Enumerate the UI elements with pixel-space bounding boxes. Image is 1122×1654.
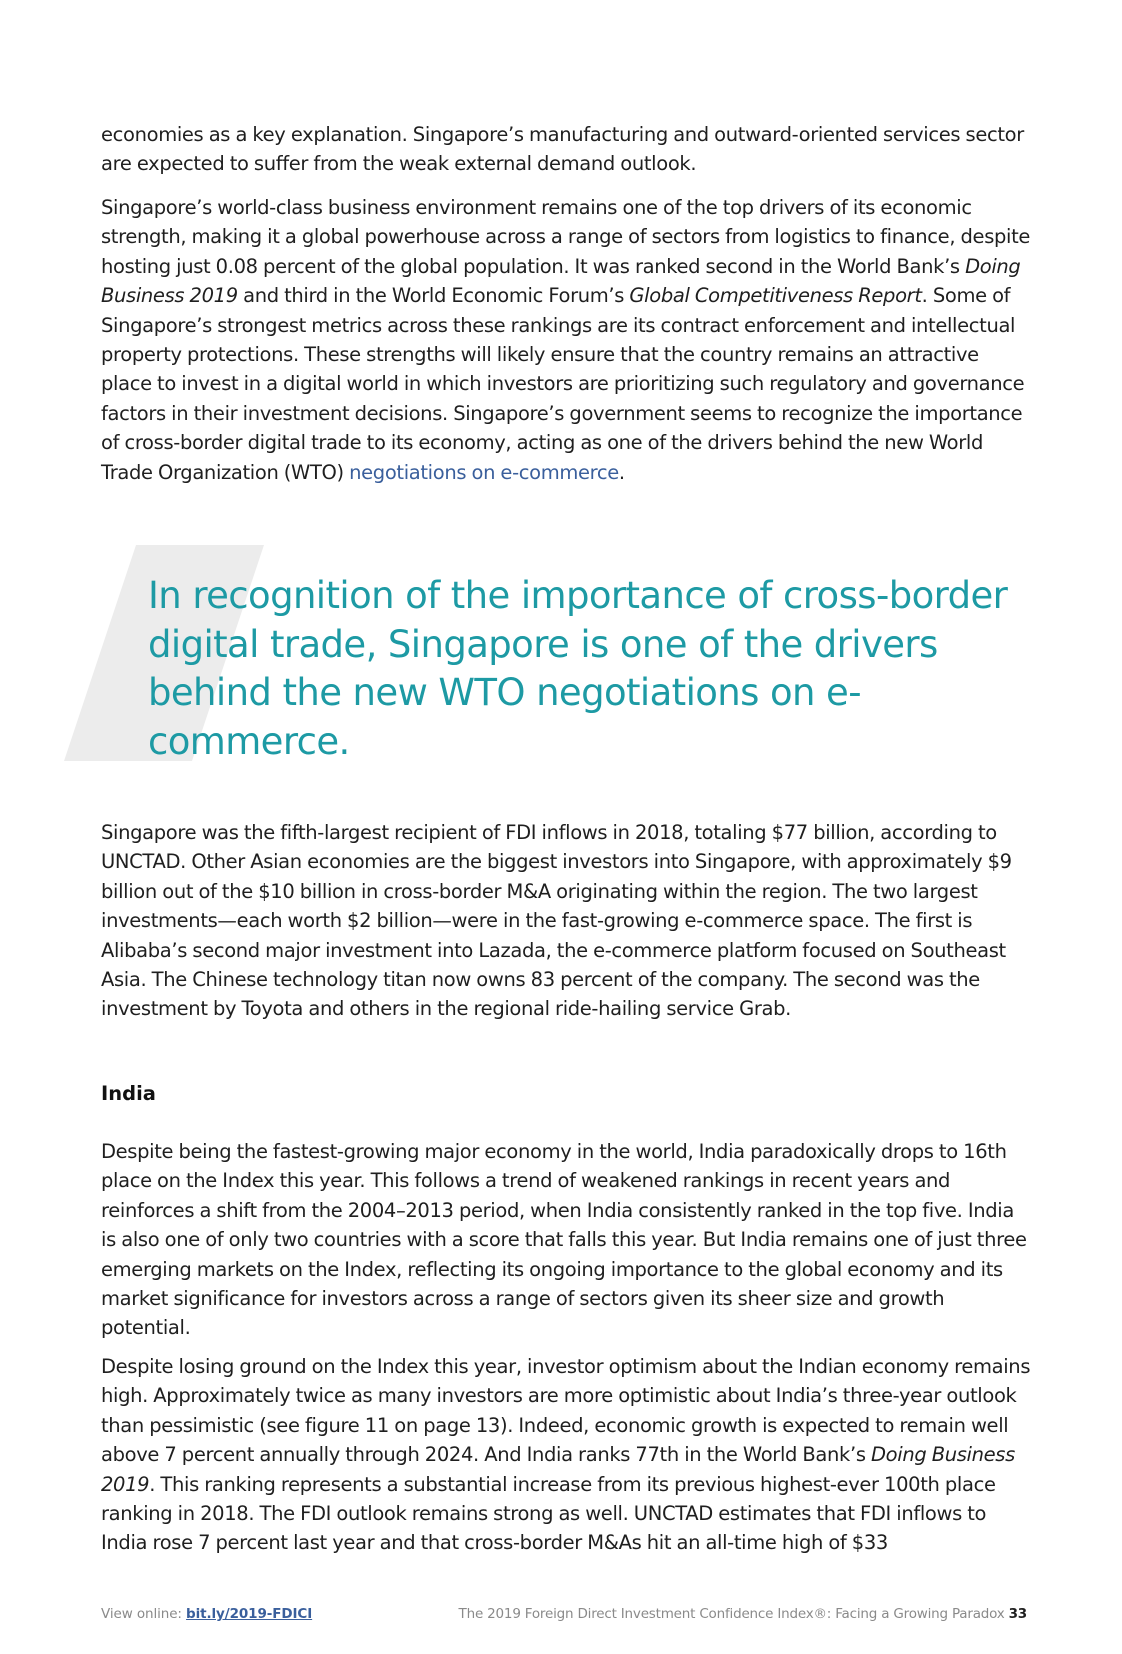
paragraph-text: . This ranking represents a substantial increase from its previous highest-ever 100th place ranking in 2018. The FDI outlook remains strong as well. UNCTAD estimates that FDI inflows to India rose 7 percent last year and that cross-border M&As hit an all-time high of $33	[101, 1472, 996, 1555]
publication-title-global-competitiveness: Global Competitiveness Report	[629, 284, 922, 308]
paragraph-text: .	[618, 460, 625, 484]
wto-ecommerce-link[interactable]: negotiations on e-commerce	[349, 460, 619, 484]
body-paragraph-2	[101, 193, 1031, 487]
view-online-label: View online:	[101, 1606, 187, 1622]
report-title: The 2019 Foreign Direct Investment Confidence Index®: Facing a Growing Paradox	[458, 1606, 1005, 1622]
body-paragraph-5	[101, 1352, 1031, 1558]
footer-view-online	[101, 1606, 312, 1622]
publication-title-doing-business: Doing Business 2019	[101, 254, 1021, 308]
paragraph-text: . Some of Singapore’s strongest metrics across these rankings are its contract enforcement and intellectual property protections. These strengths will likely ensure that the country remains an attractive place to invest in a digital world in which investors are prioritizing such regulatory and governance factors in their investment decisions. Singapore’s government seems to recognize the importance of cross-border digital trade to its economy, acting as one of the drivers behind the new World Trade Organization (WTO)	[101, 284, 1025, 484]
publication-title-doing-business: Doing Business 2019	[101, 1443, 1015, 1496]
view-online-link[interactable]: bit.ly/2019-FDICI	[186, 1606, 313, 1622]
paragraph-text: Singapore’s world-class business environment remains one of the top drivers of its economic strength, making it a global powerhouse across a range of sectors from logistics to finance, despite hosting just 0.08 percent of the global population. It was ranked second in the World Bank’s	[101, 196, 1031, 278]
section-heading-india: India	[101, 1082, 156, 1105]
body-paragraph-4: Despite being the fastest-growing major economy in the world, India paradoxically drops to 16th place on the Index this year. This follows a trend of weakened rankings in recent years and reinforces a shift from the 2004–2013 period, when India consistently ranked in the top five. India is also one of only two countries with a score that falls this year. But India remains one of just three emerging markets on the Index, reflecting its ongoing importance to the global economy and its market significance for investors across a range of sectors given its sheer size and growth potential.	[101, 1140, 1027, 1340]
pull-quote: In recognition of the importance of cross-border digital trade, Singapore is one of the drivers behind the new WTO negotiations on e-commerce.	[148, 574, 1008, 763]
paragraph-text: and third in the World Economic Forum’s	[237, 284, 630, 308]
footer-report-info	[459, 1606, 1027, 1622]
page-number: 33	[1008, 1606, 1027, 1622]
body-paragraph-1: economies as a key explanation. Singapore’s manufacturing and outward-oriented services sector are expected to suffer from the weak external demand outlook.	[101, 123, 1024, 176]
body-paragraph-3: Singapore was the fifth-largest recipient of FDI inflows in 2018, totaling $77 billion, according to UNCTAD. Other Asian economies are the biggest investors into Singapore, with approximately $9 billion out of the $10 billion in cross-border M&A originating within the region. The two largest investments—each worth $2 billion—were in the fast-growing e-commerce space. The first is Alibaba’s second major investment into Lazada, the e-commerce platform focused on Southeast Asia. The Chinese technology titan now owns 83 percent of the company. The second was the investment by Toyota and others in the regional ride-hailing service Grab.	[101, 821, 1012, 1021]
paragraph-text: Despite losing ground on the Index this year, investor optimism about the Indian economy remains high. Approximately twice as many investors are more optimistic about India’s three-year outlook than pessimistic (see figure 11 on page 13). Indeed, economic growth is expected to remain well above 7 percent annually through 2024. And India ranks 77th in the World Bank’s	[101, 1355, 1031, 1467]
